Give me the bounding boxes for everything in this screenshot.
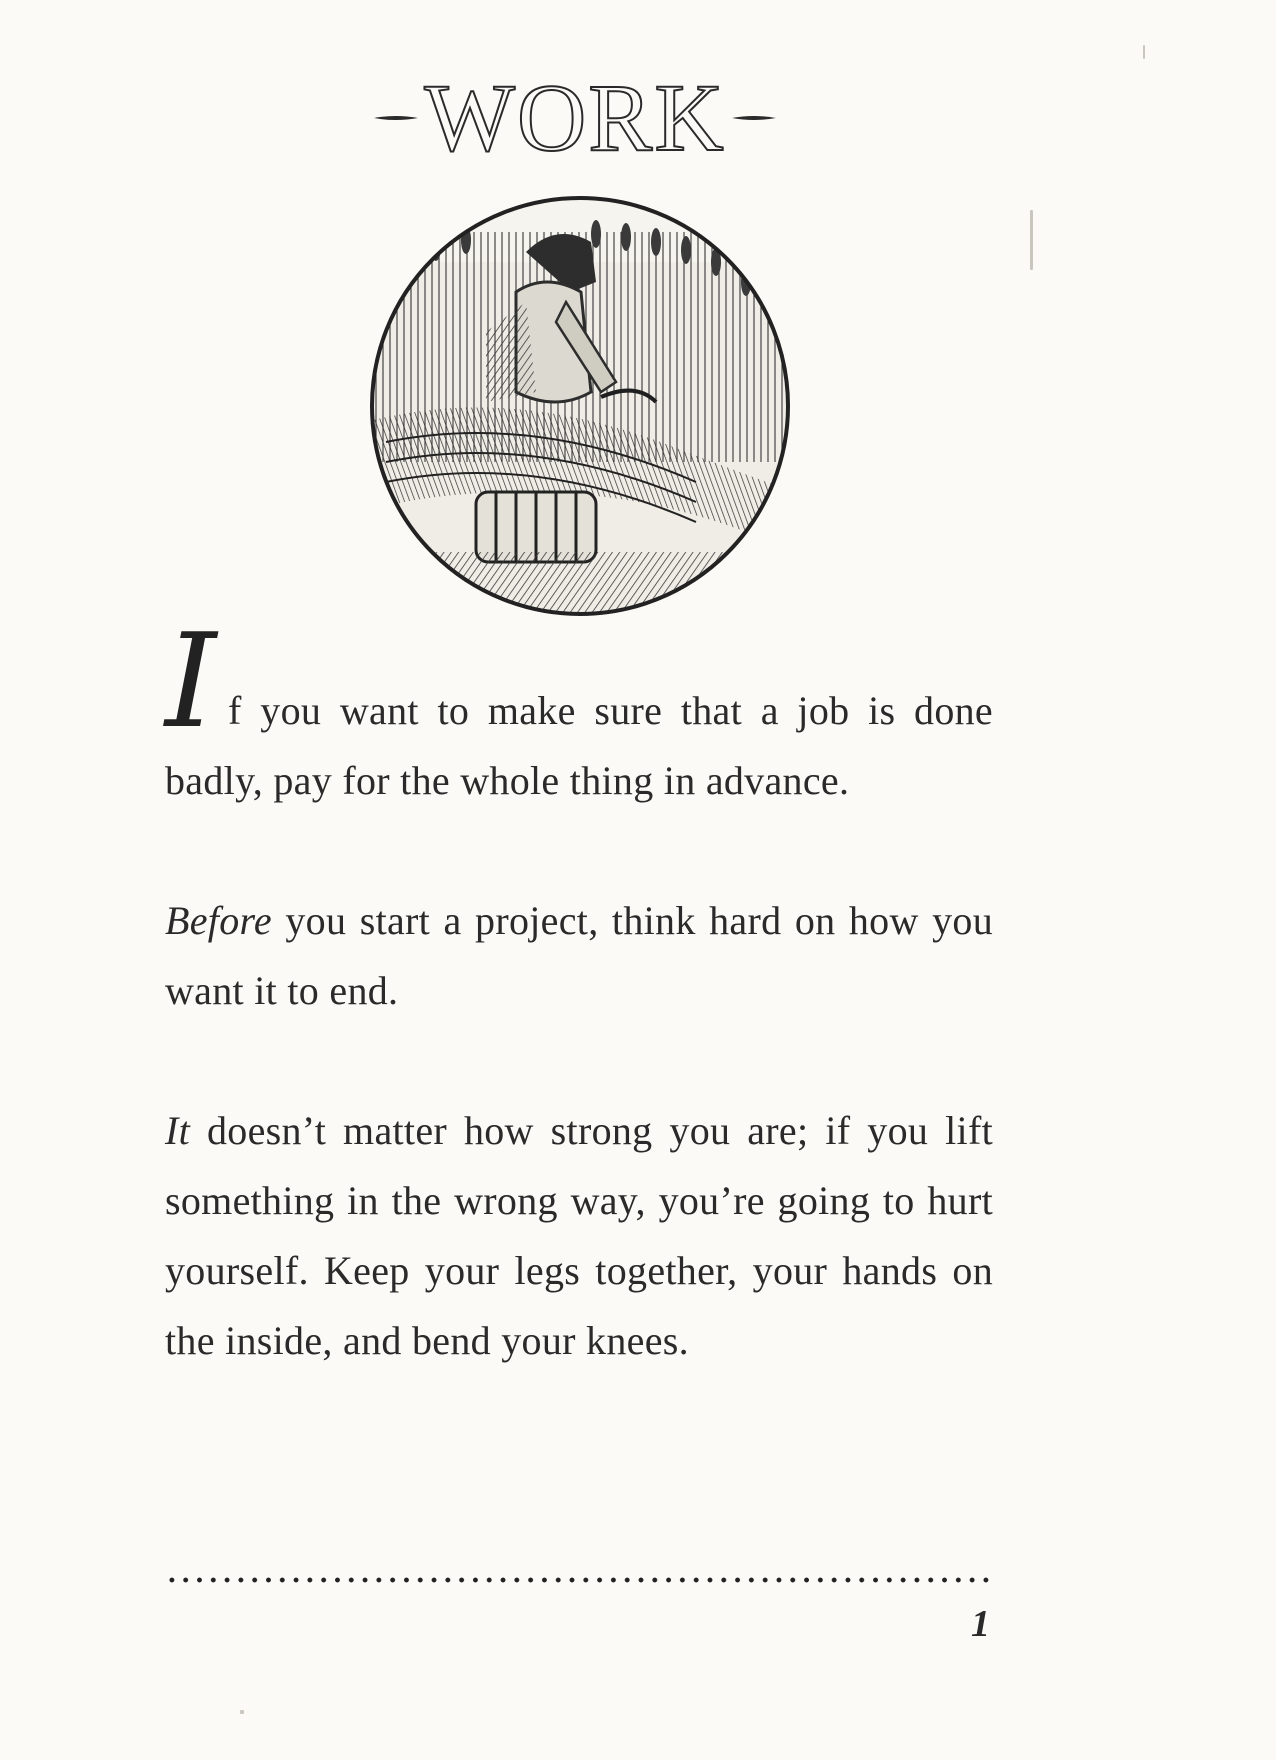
paragraph-3-text: doesn’t matter how strong you are; if you lift something in the wrong way, you’re going to hurt yourself. Keep your legs together, your hands on the inside, and bend your knees. [165,1108,993,1363]
left-ornament-icon [374,113,418,123]
paragraph-1-text: f you want to make sure that a job is done badly, pay for the whole thing in advance. [165,688,993,803]
paragraph-2-lead: Before [165,898,272,943]
wheat-harvester-engraving-icon [366,192,794,620]
paragraph-1 [165,605,993,816]
paragraph-2 [165,886,993,1026]
chapter-title: WORK [424,64,726,171]
right-ornament-icon [732,113,776,123]
dotted-divider [165,1575,995,1585]
paper-blemish [1143,45,1145,59]
paragraph-3-lead: It [165,1108,191,1153]
paragraph-3 [165,1096,993,1376]
paper-blemish [1030,210,1033,270]
page-number: 1 [971,1603,990,1645]
drop-cap: I [165,605,217,757]
paper-blemish [240,1710,244,1714]
article-body [165,605,993,1446]
paragraph-2-text: you start a project, think hard on how you want it to end. [165,898,993,1013]
chapter-heading [0,64,1150,171]
